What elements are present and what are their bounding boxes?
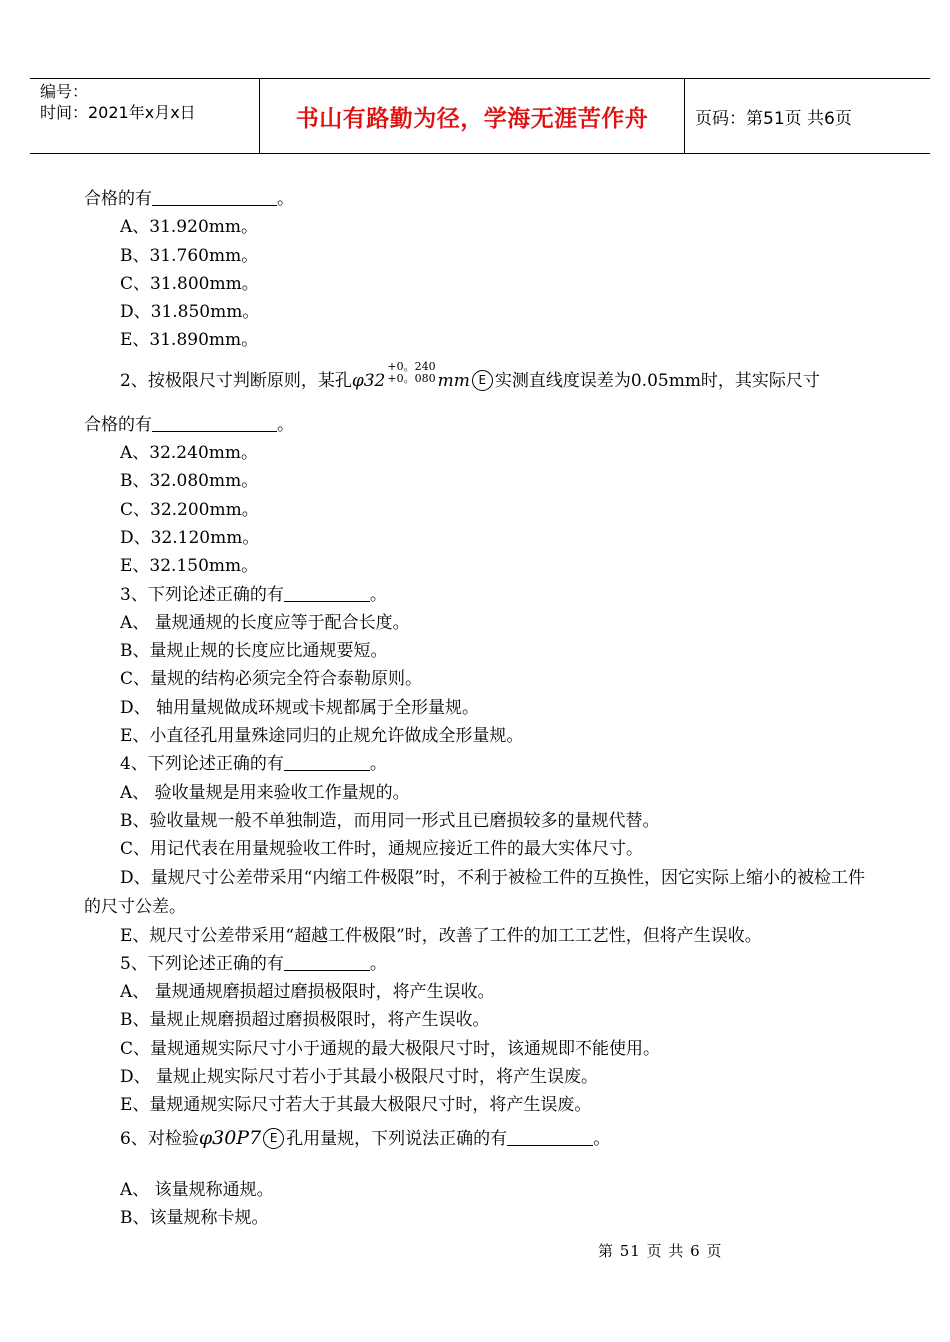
q2-suffix: 实测直线度误差为0.05mm时，其实际尺寸	[494, 370, 820, 391]
q3-option: B、量规止规的长度应比通规要短。	[120, 641, 388, 662]
q6-option: A、 该量规称通规。	[120, 1179, 274, 1200]
q1-option: A、31.920mm。	[120, 217, 259, 238]
q5-option: B、量规止规磨损超过磨损极限时，将产生误收。	[120, 1010, 490, 1031]
punct: 。	[369, 754, 387, 775]
header-meta	[30, 79, 259, 153]
answer-blank	[284, 583, 370, 602]
q3-option: A、 量规通规的长度应等于配合长度。	[120, 612, 410, 633]
q2-option: A、32.240mm。	[120, 443, 259, 464]
q6-dimension: φ30P7	[198, 1126, 262, 1149]
q2-unit: mm	[437, 370, 470, 391]
q5-stem-text: 5、下列论述正确的有	[120, 953, 284, 974]
q4-option: A、 验收量规是用来验收工作量规的。	[120, 782, 410, 803]
header-page-cell	[685, 79, 930, 153]
q1-option: B、31.760mm。	[120, 245, 259, 266]
motto: 书山有路勤为径，学海无涯苦作舟	[295, 105, 649, 132]
q3-option: E、小直径孔用量殊途同归的止规允许做成全形量规。	[120, 726, 524, 747]
q4-stem-text: 4、下列论述正确的有	[120, 754, 284, 775]
q1-option: C、31.800mm。	[120, 273, 259, 294]
page-label: 页码：第51页 共6页	[695, 108, 852, 129]
punct: 。	[277, 189, 294, 209]
q3-stem-text: 3、下列论述正确的有	[120, 584, 284, 605]
tol-upper: +0。240	[387, 359, 436, 373]
tol-lower: +0。080	[387, 371, 436, 385]
q6-stem	[84, 1120, 884, 1154]
answer-blank	[152, 187, 277, 206]
q1-option: E、31.890mm。	[120, 330, 259, 351]
q2-option: D、32.120mm。	[120, 527, 260, 548]
page-footer: 第 51 页 共 6 页	[598, 1242, 723, 1260]
q2-tolerance	[387, 361, 435, 385]
q4-option: C、用记代表在用量规验收工件时，通规应接近工件的最大实体尺寸。	[120, 839, 644, 860]
q4-option: E、规尺寸公差带采用“超越工件极限”时，改善了工件的加工工艺性，但将产生误收。	[120, 925, 762, 946]
envelope-e-icon: E	[472, 370, 493, 391]
q3-option: C、量规的结构必须完全符合泰勒原则。	[120, 669, 423, 690]
q5-option: D、 量规止规实际尺寸若小于其最小极限尺寸时，将产生误废。	[120, 1067, 599, 1088]
answer-blank	[152, 413, 277, 432]
punct: 。	[369, 584, 387, 605]
q1-tail-text: 合格的有	[84, 189, 152, 209]
q6-suffix: 孔用量规，下列说法正确的有	[286, 1128, 508, 1149]
answer-blank	[284, 952, 370, 971]
punct: 。	[277, 414, 294, 435]
q4-option: B、验收量规一般不单独制造，而用同一形式且已磨损较多的量规代替。	[120, 810, 660, 831]
q5-option: A、 量规通规磨损超过磨损极限时，将产生误收。	[120, 982, 495, 1003]
q2-tail-text: 合格的有	[84, 414, 152, 435]
answer-blank	[507, 1127, 593, 1146]
time-label: 时间：2021年x月x日	[40, 103, 196, 122]
q3-stem	[84, 581, 884, 609]
q2-option: C、32.200mm。	[120, 499, 259, 520]
q4-option: D、量规尺寸公差带采用“内缩工件极限”时，不利于被检工件的互换性，因它实际上缩小的被检工件的尺寸公差。	[84, 867, 866, 917]
q1-option: D、31.850mm。	[120, 302, 260, 323]
document-header	[30, 78, 930, 154]
q5-option: C、量规通规实际尺寸小于通规的最大极限尺寸时，该通规即不能使用。	[120, 1038, 661, 1059]
q4-stem	[84, 750, 884, 778]
q1-tail	[84, 185, 884, 213]
q5-stem	[84, 950, 884, 978]
q2-option: E、32.150mm。	[120, 556, 259, 577]
header-motto-cell	[259, 79, 685, 153]
q6-prefix: 6、对检验	[120, 1128, 199, 1149]
q2-prefix: 2、按极限尺寸判断原则，某孔	[120, 370, 352, 391]
punct: 。	[593, 1128, 611, 1149]
q2-option: B、32.080mm。	[120, 471, 259, 492]
number-label: 编号：	[40, 82, 89, 101]
envelope-e-icon: E	[263, 1128, 284, 1149]
punct: 。	[369, 953, 387, 974]
q6-option: B、该量规称卡规。	[120, 1207, 269, 1228]
q3-option: D、 轴用量规做成环规或卡规都属于全形量规。	[120, 697, 480, 718]
q2-dimension: φ32	[351, 370, 386, 391]
q2-tail	[84, 411, 884, 439]
q5-option: E、量规通规实际尺寸若大于其最大极限尺寸时，将产生误废。	[120, 1095, 592, 1116]
document-body	[84, 185, 884, 1232]
q2-stem	[84, 355, 884, 401]
answer-blank	[284, 752, 370, 771]
